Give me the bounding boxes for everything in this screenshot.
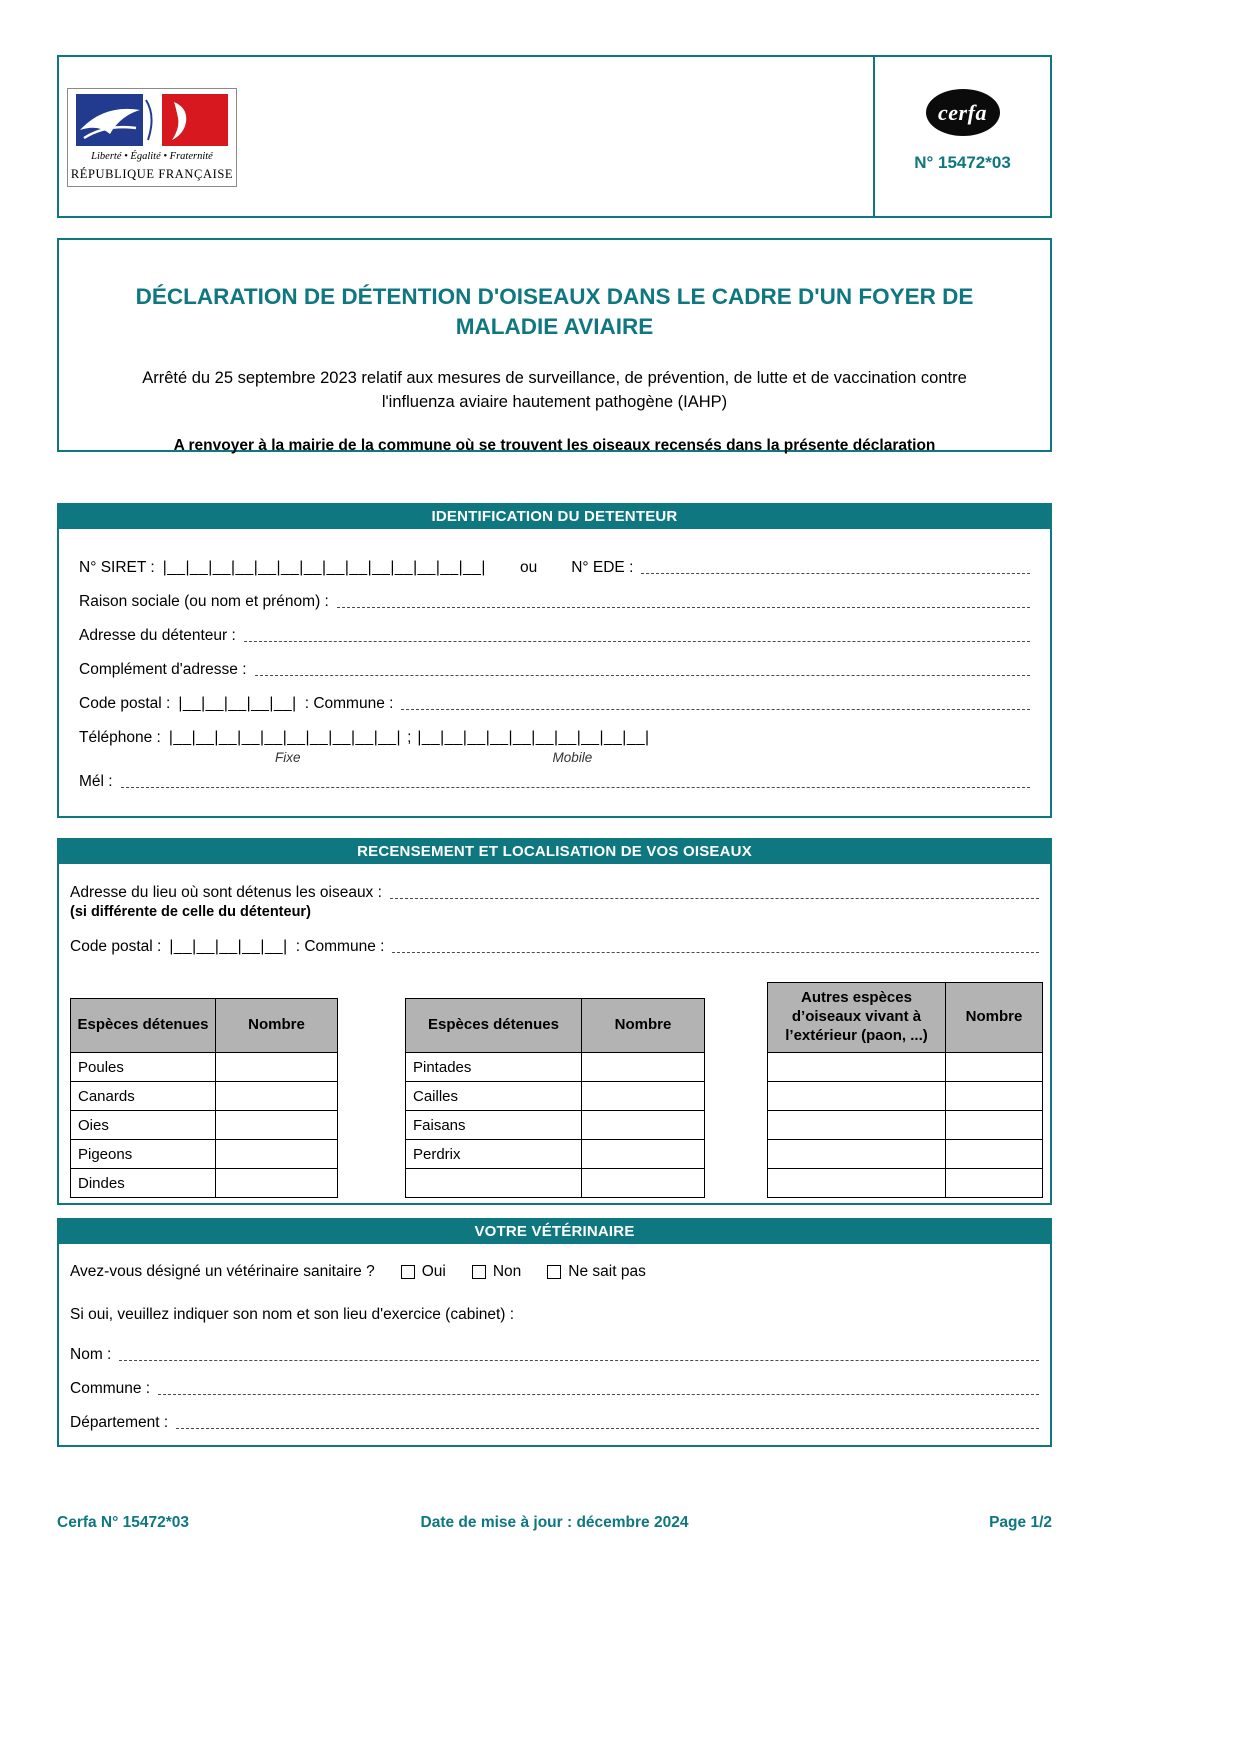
species-cell: Poules <box>71 1053 216 1082</box>
code-postal-oiseaux-label: Code postal : <box>70 938 162 955</box>
nombre-input-cell[interactable] <box>216 1169 338 1198</box>
title-box <box>57 238 1052 452</box>
nombre-input-cell[interactable] <box>946 1140 1043 1169</box>
nombre-col-header: Nombre <box>946 983 1043 1053</box>
species-table-2 <box>405 998 705 1198</box>
code-postal-label: Code postal : <box>79 695 171 712</box>
section-header-identification: IDENTIFICATION DU DETENTEUR <box>59 505 1050 529</box>
table-row <box>71 1169 338 1198</box>
ou-label: ou <box>519 559 538 576</box>
species-cell: Pintades <box>406 1053 582 1082</box>
cerfa-number: N° 15472*03 <box>914 153 1011 172</box>
page-footer <box>57 1514 1052 1532</box>
raison-sociale-label: Raison sociale (ou nom et prénom) : <box>79 593 329 610</box>
choice-non <box>472 1263 521 1281</box>
telephone-fixe-input-boxes[interactable]: |__|__|__|__|__|__|__|__|__|__| <box>168 729 402 746</box>
field-code-postal-oiseaux <box>70 938 1039 956</box>
field-vet-departement <box>70 1414 1039 1432</box>
checkbox-ne-sait-pas[interactable] <box>547 1265 561 1279</box>
nombre-input-cell[interactable] <box>582 1111 705 1140</box>
field-adresse-oiseaux <box>70 884 1039 902</box>
field-vet-commune <box>70 1380 1039 1398</box>
cerfa-logo-icon <box>926 89 1000 136</box>
species-cell: Cailles <box>406 1082 582 1111</box>
header-left <box>59 57 873 216</box>
field-code-postal-commune <box>79 695 1030 713</box>
header-box <box>57 55 1052 218</box>
species-table-1 <box>70 998 338 1198</box>
footer-cerfa-number: Cerfa N° 15472*03 <box>57 1514 190 1531</box>
table-row <box>406 1140 705 1169</box>
code-postal-oiseaux-input-boxes[interactable]: |__|__|__|__|__| <box>169 938 288 955</box>
adresse-oiseaux-label: Adresse du lieu où sont détenus les oiseaux : <box>70 884 382 901</box>
field-siret-ede <box>79 559 1030 577</box>
section-identification <box>57 503 1052 818</box>
nombre-col-header: Nombre <box>216 999 338 1053</box>
nombre-input-cell[interactable] <box>946 1082 1043 1111</box>
species-tables <box>70 982 1039 1198</box>
field-veterinaire-question <box>70 1263 1039 1281</box>
autres-especes-col-header: Autres espèces d’oiseaux vivant à l’extérieur (paon, ...) <box>768 983 946 1053</box>
logo-motto: Liberté • Égalité • Fraternité <box>91 151 213 162</box>
field-adresse-detenteur <box>79 627 1030 645</box>
section-header-recensement: RECENSEMENT ET LOCALISATION DE VOS OISEAUX <box>59 840 1050 864</box>
species-col-header: Espèces détenues <box>71 999 216 1053</box>
table-row <box>71 1140 338 1169</box>
vet-nom-input-line[interactable] <box>119 1360 1039 1361</box>
table-row <box>768 1111 1043 1140</box>
form-subtitle: Arrêté du 25 septembre 2023 relatif aux mesures de surveillance, de prévention, de lutte et de vaccination contre l'influenza aviaire hautement pathogène (IAHP) <box>142 368 967 411</box>
field-mel <box>79 773 1030 791</box>
table-row <box>71 1111 338 1140</box>
commune-oiseaux-input-line[interactable] <box>392 952 1039 953</box>
veterinaire-body <box>59 1244 1050 1432</box>
fixe-label: Fixe <box>275 750 301 765</box>
nombre-col-header: Nombre <box>582 999 705 1053</box>
adresse-detenteur-input-line[interactable] <box>244 641 1030 642</box>
species-cell: Perdrix <box>406 1140 582 1169</box>
telephone-sublabels <box>79 750 1030 765</box>
adresse-oiseaux-note: (si différente de celle du détenteur) <box>70 904 311 920</box>
section-header-veterinaire: VOTRE VÉTÉRINAIRE <box>59 1220 1050 1244</box>
nombre-input-cell[interactable] <box>216 1082 338 1111</box>
nombre-input-cell[interactable] <box>582 1053 705 1082</box>
species-cell: Dindes <box>71 1169 216 1198</box>
table-row <box>406 1082 705 1111</box>
mobile-label: Mobile <box>552 750 593 765</box>
species-input-cell[interactable] <box>768 1140 946 1169</box>
nombre-input-cell[interactable] <box>216 1111 338 1140</box>
complement-adresse-input-line[interactable] <box>255 675 1030 676</box>
identification-body <box>59 529 1050 791</box>
logo-republic-name: RÉPUBLIQUE FRANÇAISE <box>70 167 234 181</box>
veterinaire-instruction: Si oui, veuillez indiquer son nom et son lieu d'exercice (cabinet) : <box>70 1306 515 1323</box>
field-vet-nom <box>70 1346 1039 1364</box>
nombre-input-cell[interactable] <box>216 1053 338 1082</box>
vet-departement-input-line[interactable] <box>176 1428 1039 1429</box>
form-instruction: A renvoyer à la mairie de la commune où se trouvent les oiseaux recensés dans la présente déclaration <box>173 436 936 454</box>
species-cell: Pigeons <box>71 1140 216 1169</box>
table-row <box>71 1053 338 1082</box>
mel-input-line[interactable] <box>121 787 1030 788</box>
table-row <box>71 1082 338 1111</box>
french-flag-marianne-icon <box>76 94 228 146</box>
nombre-input-cell[interactable] <box>582 1140 705 1169</box>
choice-oui-label: Oui <box>421 1263 446 1280</box>
checkbox-non[interactable] <box>472 1265 486 1279</box>
commune-input-line[interactable] <box>401 709 1030 710</box>
field-telephone <box>79 729 1030 747</box>
veterinaire-question-label: Avez-vous désigné un vétérinaire sanitaire ? <box>70 1263 375 1280</box>
ede-label: N° EDE : <box>571 559 634 576</box>
species-input-cell[interactable] <box>406 1169 582 1198</box>
species-input-cell[interactable] <box>768 1082 946 1111</box>
siret-label: N° SIRET : <box>79 559 155 576</box>
nombre-input-cell[interactable] <box>582 1082 705 1111</box>
header-right <box>873 57 1050 216</box>
complement-adresse-label: Complément d'adresse : <box>79 661 247 678</box>
species-cell: Oies <box>71 1111 216 1140</box>
species-input-cell[interactable] <box>768 1111 946 1140</box>
nombre-input-cell[interactable] <box>946 1169 1043 1198</box>
vet-nom-label: Nom : <box>70 1346 112 1363</box>
field-complement-adresse <box>79 661 1030 679</box>
adresse-detenteur-label: Adresse du détenteur : <box>79 627 236 644</box>
republique-francaise-logo <box>67 88 237 187</box>
field-raison-sociale <box>79 593 1030 611</box>
choice-ne-sait-pas-label: Ne sait pas <box>568 1263 646 1280</box>
nombre-input-cell[interactable] <box>946 1111 1043 1140</box>
footer-update-date: Date de mise à jour : décembre 2024 <box>420 1514 689 1531</box>
telephone-mobile-input-boxes[interactable]: |__|__|__|__|__|__|__|__|__|__| <box>417 729 650 746</box>
form-title: DÉCLARATION DE DÉTENTION D'OISEAUX DANS LE CADRE D'UN FOYER DE MALADIE AVIAIRE <box>135 284 974 340</box>
species-cell: Faisans <box>406 1111 582 1140</box>
telephone-separator: ; <box>407 729 412 746</box>
vet-departement-label: Département : <box>70 1414 169 1431</box>
section-recensement <box>57 838 1052 1205</box>
commune-label: : Commune : <box>304 695 394 712</box>
nombre-input-cell[interactable] <box>946 1053 1043 1082</box>
telephone-label: Téléphone : <box>79 729 161 746</box>
choice-oui <box>401 1263 446 1281</box>
nombre-input-cell[interactable] <box>216 1140 338 1169</box>
checkbox-oui[interactable] <box>401 1265 415 1279</box>
table-row <box>768 1082 1043 1111</box>
table-row <box>768 1140 1043 1169</box>
species-input-cell[interactable] <box>768 1053 946 1082</box>
mel-label: Mél : <box>79 773 113 790</box>
choice-non-label: Non <box>492 1263 522 1280</box>
table-row <box>768 1169 1043 1198</box>
vet-commune-input-line[interactable] <box>158 1394 1039 1395</box>
ede-input-line[interactable] <box>641 573 1030 574</box>
species-table-3-autres <box>767 982 1043 1198</box>
nombre-input-cell[interactable] <box>582 1169 705 1198</box>
table-row <box>406 1111 705 1140</box>
cerfa-logo-text: cerfa <box>938 99 987 125</box>
siret-input-boxes[interactable]: |__|__|__|__|__|__|__|__|__|__|__|__|__|__| <box>162 559 486 576</box>
recensement-body <box>59 864 1050 1198</box>
footer-page-number: Page 1/2 <box>989 1514 1052 1531</box>
vet-commune-label: Commune : <box>70 1380 151 1397</box>
section-veterinaire <box>57 1218 1052 1447</box>
commune-oiseaux-label: : Commune : <box>295 938 385 955</box>
species-input-cell[interactable] <box>768 1169 946 1198</box>
choice-ne-sait-pas <box>547 1263 646 1281</box>
code-postal-input-boxes[interactable]: |__|__|__|__|__| <box>178 695 297 712</box>
table-row <box>406 1169 705 1198</box>
raison-sociale-input-line[interactable] <box>337 607 1030 608</box>
table-row <box>406 1053 705 1082</box>
table-row <box>768 1053 1043 1082</box>
adresse-oiseaux-input-line[interactable] <box>390 898 1039 899</box>
species-cell: Canards <box>71 1082 216 1111</box>
species-col-header: Espèces détenues <box>406 999 582 1053</box>
